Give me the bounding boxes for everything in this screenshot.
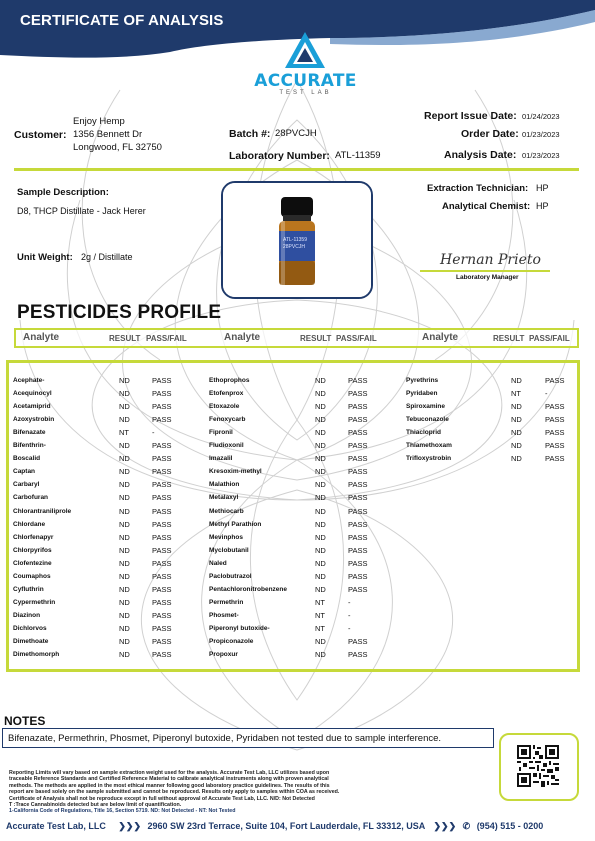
order-date-value: 01/23/2023 [522, 130, 560, 139]
analyte-pass-fail: PASS [348, 441, 368, 451]
analyte-pass-fail: PASS [152, 532, 172, 542]
analyte-result: ND [315, 454, 326, 464]
manager-title: Laboratory Manager [456, 274, 519, 281]
analyte-name: Fenoxycarb [209, 416, 246, 424]
analyte-pass-fail: PASS [152, 584, 172, 594]
batch-value: 28PVCJH [275, 128, 317, 139]
analyte-result: ND [511, 441, 522, 451]
analyte-pass-fail: PASS [348, 428, 368, 438]
analyte-pass-fail: - [348, 597, 351, 607]
analyte-pass-fail: PASS [152, 467, 172, 477]
analyte-pass-fail: PASS [152, 519, 172, 529]
disclaimer-line: 1-California Code of Regulations, Title 16, Section 5719. ND: Not Detected - NT: Not Tested [9, 808, 236, 815]
analyte-pass-fail: PASS [152, 558, 172, 568]
analyte-result: NT [315, 610, 325, 620]
analyte-result: ND [511, 428, 522, 438]
analyte-pass-fail: - [152, 428, 155, 438]
analyte-pass-fail: PASS [348, 650, 368, 660]
analyte-result: ND [315, 467, 326, 477]
customer-address-2: Longwood, FL 32750 [73, 142, 162, 153]
analyte-pass-fail: PASS [152, 506, 172, 516]
analyte-pass-fail: PASS [545, 376, 565, 385]
analyte-result: ND [119, 402, 130, 412]
analyte-name: Boscalid [13, 455, 41, 463]
sample-description-label: Sample Description: [17, 187, 109, 198]
col-analyte-2: Analyte [224, 332, 261, 343]
analyte-pass-fail: PASS [152, 480, 172, 490]
qr-code-frame[interactable] [499, 733, 579, 801]
analyte-pass-fail: PASS [348, 545, 368, 555]
analyte-result: ND [315, 441, 326, 451]
notes-text: Bifenazate, Permethrin, Phosmet, Piperonyl butoxide, Pyridaben not tested due to sample interference. [8, 733, 442, 744]
analyte-name: Dimethoate [13, 638, 49, 645]
analyte-name: Diazinon [13, 611, 41, 619]
analyte-pass-fail: PASS [348, 532, 368, 542]
analyte-result: ND [315, 532, 326, 542]
analyte-result: ND [315, 637, 326, 646]
sample-description-value: D8, THCP Distillate - Jack Herer [17, 206, 146, 216]
analyte-name: Bifenazate [13, 429, 46, 437]
analyte-result: ND [119, 415, 130, 425]
logo-name: ACCURATE [254, 71, 357, 91]
analysis-date-value: 01/23/2023 [522, 151, 560, 160]
analyte-pass-fail: PASS [348, 454, 368, 464]
analyte-name: Phosmet- [209, 611, 239, 619]
logo-subtitle: TEST LAB [279, 90, 332, 96]
analyte-name: Carbofuran [13, 494, 49, 502]
footer-arrows-icon: ❯❯❯ [118, 821, 141, 831]
analyte-name: Acetamiprid [13, 403, 51, 411]
analyte-result: ND [315, 519, 326, 529]
sample-photo [221, 181, 373, 299]
analyte-result: ND [315, 571, 326, 581]
analyte-name: Chlorfenapyr [13, 533, 54, 541]
analyte-pass-fail: - [348, 623, 351, 633]
customer-name: Enjoy Hemp [73, 116, 125, 127]
analyte-result: ND [315, 584, 326, 594]
analyte-name: Coumaphos [13, 572, 51, 580]
analyte-result: ND [315, 415, 326, 425]
analyte-pass-fail: PASS [348, 571, 368, 581]
analyte-result: ND [119, 637, 130, 646]
qr-code-icon [517, 745, 559, 787]
analyte-result: ND [119, 519, 130, 529]
disclaimer-text [9, 770, 479, 815]
analyte-pass-fail: PASS [545, 454, 565, 464]
col-result-2: RESULT [300, 334, 332, 343]
analyte-result: ND [119, 610, 130, 620]
analyte-pass-fail: PASS [152, 415, 172, 425]
analyte-name: Trifloxystrobin [406, 455, 452, 463]
analyte-pass-fail: PASS [348, 558, 368, 568]
analyte-name: Ethoprophos [209, 377, 250, 384]
order-date-label: Order Date: [461, 128, 519, 140]
analyte-result: ND [119, 558, 130, 568]
analyte-result: ND [315, 389, 326, 399]
col-passfail-2: PASS/FAIL [336, 334, 377, 343]
analyte-result: ND [119, 441, 130, 451]
footer [6, 821, 591, 835]
footer-phone: (954) 515 - 0200 [476, 821, 544, 831]
customer-label: Customer: [14, 129, 67, 141]
lab-logo [248, 32, 363, 102]
issue-date-value: 01/24/2023 [522, 112, 560, 121]
issue-date-label: Report Issue Date: [424, 110, 517, 122]
analyte-name: Paclobutrazol [209, 572, 252, 580]
analyte-name: Etoxazole [209, 403, 240, 411]
analyte-result: ND [315, 376, 326, 385]
analyte-name: Propoxur [209, 651, 238, 659]
disclaimer-line: methods. The methods are applied in the most ethical manner following good laboratory practice guidelines. The results of this [9, 782, 330, 789]
analyte-name: Acequinocyl [13, 390, 52, 398]
analyte-name: Acephate- [13, 377, 45, 384]
extraction-tech-label: Extraction Technician: [427, 183, 529, 194]
analyte-result: ND [511, 415, 522, 425]
analyte-name: Clofentezine [13, 559, 52, 567]
analyte-name: Cypermethrin [13, 598, 56, 606]
unit-weight-label: Unit Weight: [17, 252, 73, 263]
analyte-result: ND [315, 493, 326, 503]
analyte-name: Mevinphos [209, 533, 243, 541]
col-result-1: RESULT [109, 334, 141, 343]
disclaimer-line: report are based solely on the sample submitted and cannot be reproduced. Results only apply to samples within COA as received. [9, 789, 340, 796]
analyte-name: Kresoxim-methyl [209, 468, 262, 476]
unit-weight-value: 2g / Distillate [81, 252, 133, 262]
analyte-name: Chlordane [13, 520, 46, 528]
analyte-result: ND [315, 558, 326, 568]
analyte-pass-fail: PASS [152, 441, 172, 451]
analyte-name: Pyridaben [406, 390, 438, 398]
analyte-result: ND [119, 571, 130, 581]
analyte-result: ND [119, 545, 130, 555]
analyte-pass-fail: PASS [152, 610, 172, 620]
analyte-pass-fail: PASS [348, 637, 368, 646]
analyte-result: ND [119, 584, 130, 594]
analyte-name: Spiroxamine [406, 403, 446, 411]
analyte-result: ND [119, 376, 130, 385]
analyte-pass-fail: PASS [152, 623, 172, 633]
vial-label-line-1: ATL-11359 [283, 237, 307, 243]
analyte-pass-fail: PASS [152, 597, 172, 607]
analyte-pass-fail: PASS [152, 493, 172, 503]
footer-address: 2960 SW 23rd Terrace, Suite 104, Fort Lauderdale, FL 33312, USA [147, 821, 425, 831]
lab-number-label: Laboratory Number: [229, 150, 330, 162]
analyte-pass-fail: PASS [152, 454, 172, 464]
analyte-pass-fail: PASS [545, 428, 565, 438]
analyte-pass-fail: PASS [348, 480, 368, 490]
analyte-result: ND [119, 650, 130, 660]
analyte-result: ND [119, 597, 130, 607]
analyte-result: ND [315, 545, 326, 555]
analyte-name: Methiocarb [209, 507, 244, 515]
phone-icon: ✆ [462, 821, 471, 831]
analyte-name: Pyrethrins [406, 377, 439, 384]
notes-title: NOTES [4, 714, 46, 728]
analyte-name: Captan [13, 468, 36, 476]
analyte-result: ND [119, 389, 130, 399]
analyte-name: Malathion [209, 481, 240, 489]
analyte-pass-fail: PASS [152, 389, 172, 399]
footer-arrows-icon: ❯❯❯ [433, 821, 457, 831]
analyte-pass-fail: PASS [152, 571, 172, 581]
results-column-header [14, 328, 579, 348]
analyte-pass-fail: PASS [348, 519, 368, 529]
analyte-pass-fail: PASS [348, 415, 368, 425]
analyte-name: Dimethomorph [13, 651, 60, 659]
analyte-name: Azoxystrobin [13, 416, 55, 424]
analyte-pass-fail: PASS [348, 493, 368, 503]
analyte-result: NT [315, 597, 325, 607]
analyte-name: Etofenprox [209, 390, 244, 398]
analytical-chemist-label: Analytical Chemist: [442, 201, 531, 212]
analyte-result: ND [315, 402, 326, 412]
results-table [6, 360, 580, 672]
analyte-pass-fail: PASS [152, 650, 172, 660]
analyte-pass-fail: - [348, 610, 351, 620]
analyte-name: Dichlorvos [13, 624, 47, 632]
header-divider [14, 168, 579, 171]
col-passfail-1: PASS/FAIL [146, 334, 187, 343]
analyte-pass-fail: PASS [348, 584, 368, 594]
analyte-pass-fail: PASS [348, 467, 368, 477]
batch-label: Batch #: [229, 128, 271, 140]
notes-box [2, 728, 494, 748]
disclaimer-line: Reporting Limits will vary based on sample extraction weight used for the analysis. Accurate Test Lab, LLC utilizes based upon [9, 770, 330, 776]
analyte-result: NT [511, 389, 521, 399]
disclaimer-line: Certificate of Analysis shall not be reproduce except in full without approval of Accurate Test Lab, LLC. N/D: Not Detected [9, 795, 315, 802]
pesticides-title: PESTICIDES PROFILE [17, 302, 222, 323]
manager-signature: Hernan Prieto [440, 252, 541, 268]
analyte-pass-fail: PASS [152, 376, 172, 385]
analyte-pass-fail: PASS [545, 441, 565, 451]
analyte-name: Methyl Parathion [209, 520, 262, 528]
analyte-result: NT [119, 428, 129, 438]
analyte-pass-fail: PASS [348, 389, 368, 399]
analyte-name: Myclobutanil [209, 546, 249, 554]
analyte-result: ND [119, 506, 130, 516]
analyte-result: ND [511, 402, 522, 412]
analyte-name: Propiconazole [209, 638, 254, 645]
disclaimer-line: traceable Reference Standards and Certified Reference Material to calibrate analytical instruments along with proven analytical [9, 776, 329, 783]
analyte-name: Metalaxyl [209, 494, 239, 502]
analyte-pass-fail: PASS [348, 506, 368, 516]
lab-number-value: ATL-11359 [335, 150, 381, 161]
analyte-pass-fail: PASS [545, 402, 565, 412]
analyte-pass-fail: PASS [348, 402, 368, 412]
analyte-result: ND [315, 650, 326, 660]
analyte-result: ND [315, 480, 326, 490]
analyte-result: ND [119, 532, 130, 542]
analytical-chemist-value: HP [536, 201, 549, 211]
analyte-name: Carbaryl [13, 481, 40, 489]
vial-label-line-2: 28PVCJH [283, 244, 305, 250]
col-passfail-3: PASS/FAIL [529, 334, 570, 343]
analyte-result: ND [119, 467, 130, 477]
analyte-result: ND [119, 623, 130, 633]
col-analyte-1: Analyte [23, 332, 60, 343]
analyte-pass-fail: - [545, 389, 548, 399]
analyte-name: Tebuconazole [406, 416, 449, 424]
analyte-result: NT [315, 623, 325, 633]
analyte-name: Chlorantraniliprole [13, 507, 72, 515]
analyte-result: ND [315, 428, 326, 438]
analyte-pass-fail: PASS [152, 545, 172, 555]
analyte-result: ND [511, 454, 522, 464]
analyte-pass-fail: PASS [152, 402, 172, 412]
extraction-tech-value: HP [536, 183, 549, 193]
col-analyte-3: Analyte [422, 332, 459, 343]
signature-line [420, 270, 550, 272]
analyte-name: Chlorpyrifos [13, 546, 52, 554]
analyte-result: ND [119, 454, 130, 464]
analyte-result: ND [119, 480, 130, 490]
analyte-pass-fail: PASS [545, 415, 565, 425]
disclaimer-line: T :Trace Cannabinoids detected but are below limit of quantification. [9, 802, 182, 809]
vial-image [223, 183, 371, 297]
analyte-result: ND [511, 376, 522, 385]
analyte-name: Piperonyl butoxide- [209, 624, 270, 632]
analyte-name: Permethrin [209, 598, 244, 606]
analyte-pass-fail: PASS [152, 637, 172, 646]
analyte-result: ND [315, 506, 326, 516]
analysis-date-label: Analysis Date: [444, 149, 517, 161]
analyte-name: Cyfluthrin [13, 585, 44, 593]
analyte-name: Bifenthrin- [13, 442, 46, 450]
analyte-name: Pentachloronitrobenzene [209, 585, 288, 593]
customer-address-1: 1356 Bennett Dr [73, 129, 143, 140]
analyte-name: Fipronil [209, 429, 233, 437]
analyte-name: Imazalil [209, 455, 233, 463]
logo-triangle-icon [285, 32, 325, 70]
analyte-name: Fludioxonil [209, 442, 244, 450]
analyte-name: Thiacloprid [406, 429, 442, 437]
analyte-name: Thiamethoxam [406, 442, 452, 450]
analyte-pass-fail: PASS [348, 376, 368, 385]
col-result-3: RESULT [493, 334, 525, 343]
analyte-name: Naled [209, 559, 227, 567]
certificate-title: CERTIFICATE OF ANALYSIS [20, 12, 224, 29]
analyte-result: ND [119, 493, 130, 503]
footer-company: Accurate Test Lab, LLC [6, 821, 106, 831]
